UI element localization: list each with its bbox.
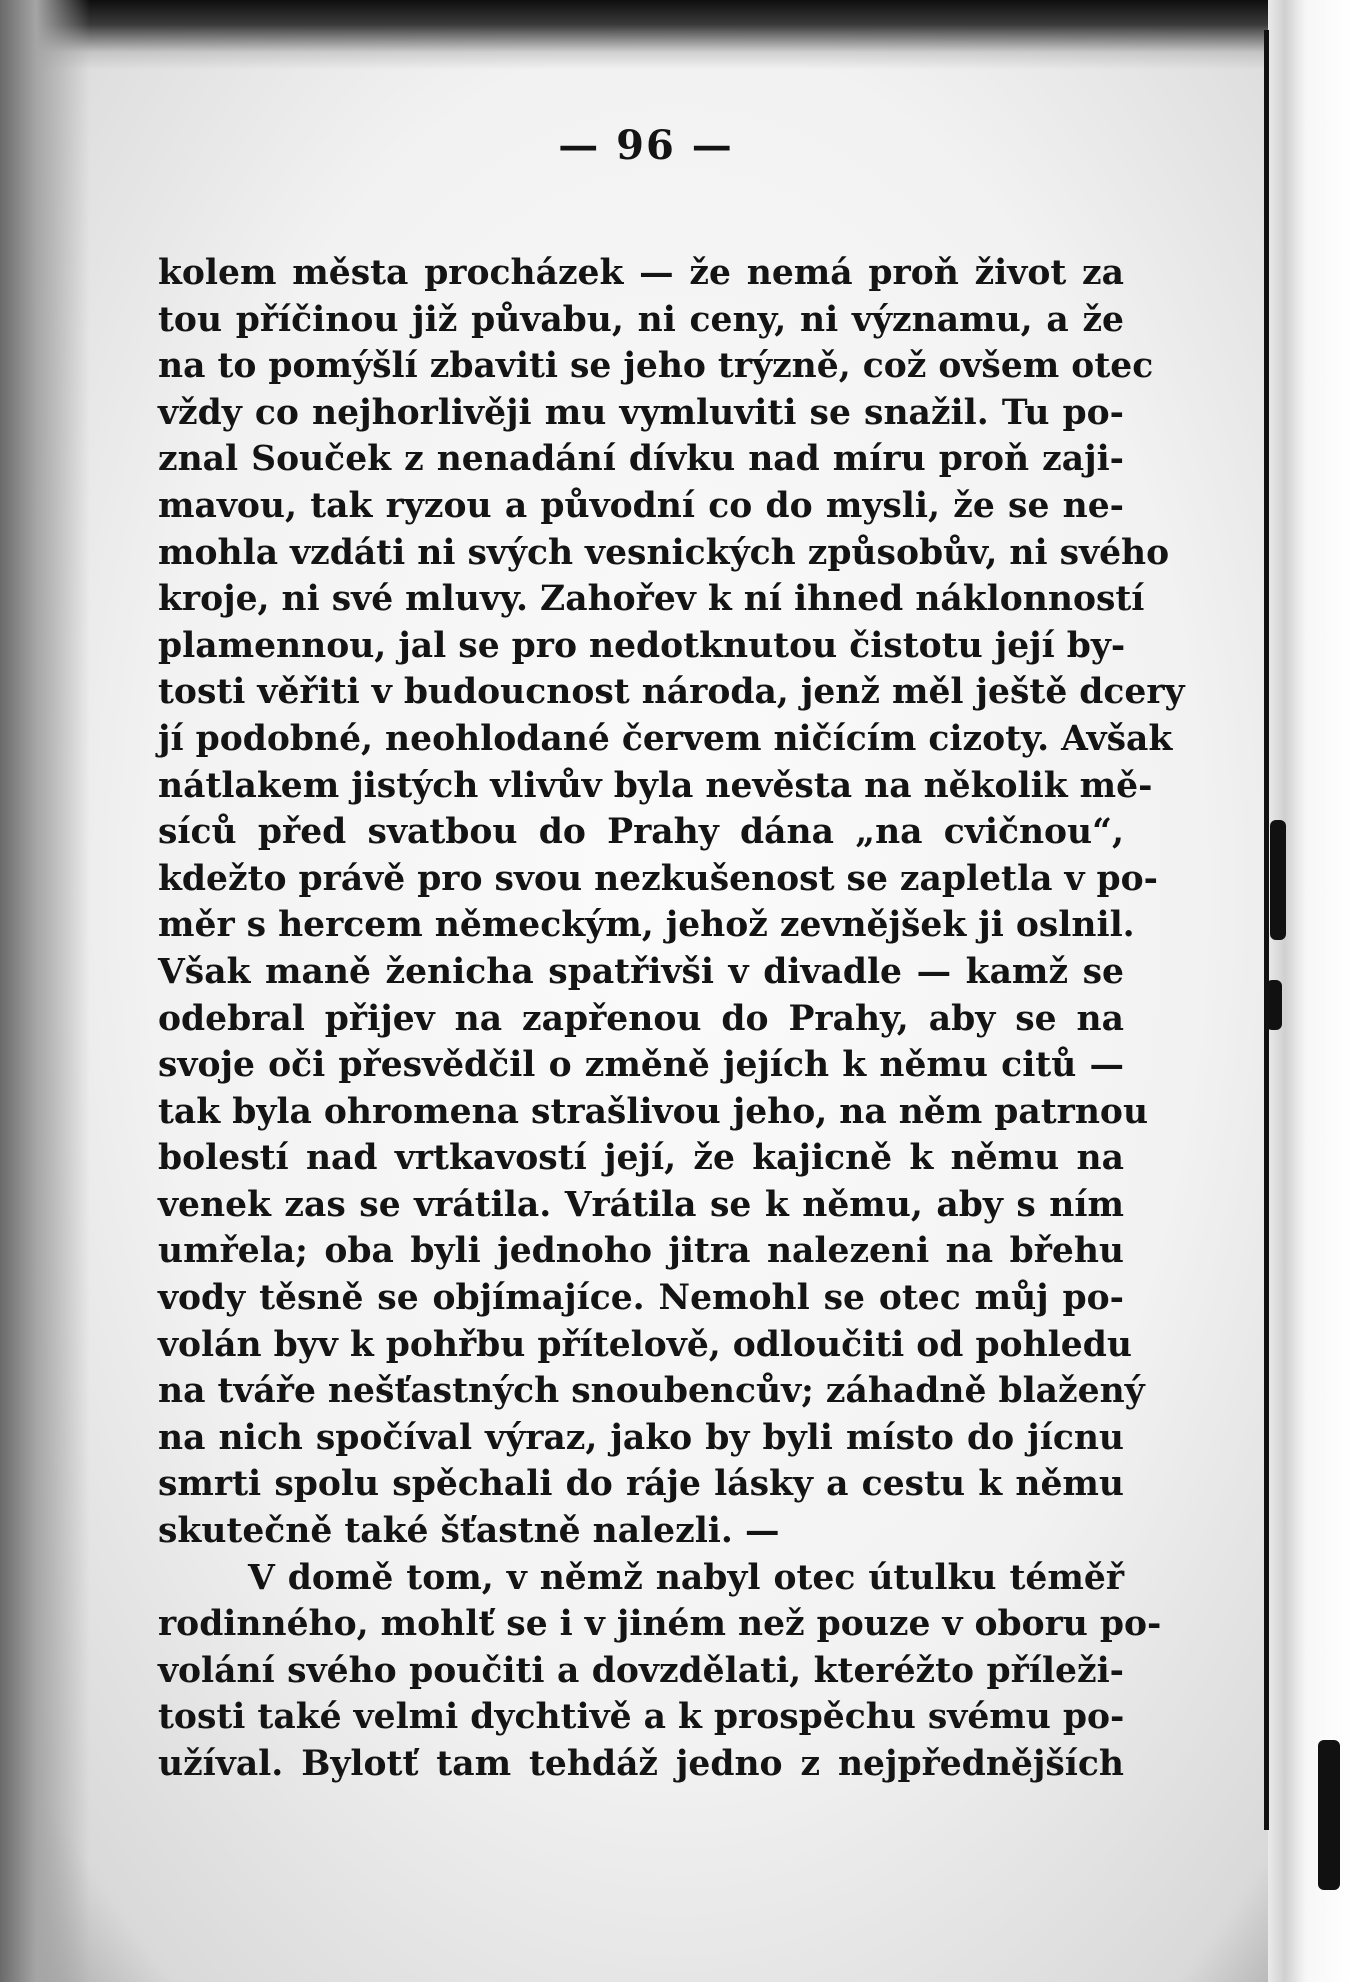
text-line: nátlakem jistých vlivův byla nevěsta na několik mě- xyxy=(158,765,1153,806)
binding-line xyxy=(1264,30,1269,1830)
binding-mark xyxy=(1266,980,1282,1030)
binding-mark xyxy=(1270,820,1286,940)
text-line: mohla vzdáti ni svých vesnických způsobův, ni svého xyxy=(158,532,1170,573)
body-text xyxy=(158,250,1185,1788)
text-line: venek zas se vrátila. Vrátila se k němu, aby s ním xyxy=(158,1184,1124,1225)
text-line: mavou, tak ryzou a původní co do mysli, že se ne- xyxy=(158,485,1124,526)
text-line: tak byla ohromena strašlivou jeho, na něm patrnou xyxy=(158,1091,1149,1132)
text-line: odebral přijev na zapřenou do Prahy, aby se na xyxy=(158,998,1124,1039)
text-line: kdežto právě pro svou nezkušenost se zapletla v po- xyxy=(158,858,1158,899)
text-line: síců před svatbou do Prahy dána „na cvičnou“, xyxy=(158,812,1124,853)
text-line: Však maně ženicha spatřivši v divadle — kamž se xyxy=(158,951,1124,992)
text-line: bolestí nad vrtkavostí její, že kajicně k němu na xyxy=(158,1138,1124,1179)
text-line: volání svého poučiti a dovzdělati, kteréžto příleži- xyxy=(158,1650,1124,1691)
text-line: na to pomýšlí zbaviti se jeho trýzně, což ovšem otec xyxy=(158,346,1154,387)
text-line: měr s hercem německým, jehož zevnějšek ji oslnil. xyxy=(158,905,1135,946)
binding-mark xyxy=(1318,1740,1340,1890)
text-line: V domě tom, v němž nabyl otec útulku téměř xyxy=(248,1557,1124,1598)
page-content xyxy=(158,120,1185,1788)
text-line: svoje oči přesvědčil o změně jejích k němu citů — xyxy=(158,1045,1124,1086)
text-line: kolem města procházek — že nemá proň život za xyxy=(158,253,1124,293)
text-line: užíval. Bylotť tam tehdáž jedno z nejpřednějších xyxy=(158,1744,1124,1784)
text-line: tosti také velmi dychtivě a k prospěchu svému po- xyxy=(158,1697,1125,1738)
text-line: tosti věřiti v budoucnost národa, jenž měl ještě dcery xyxy=(158,672,1185,713)
text-line: plamennou, jal se pro nedotknutou čistotu její by- xyxy=(158,625,1126,666)
text-line: volán byv k pohřbu přítelově, odloučiti od pohledu xyxy=(158,1324,1132,1365)
page-number: — 96 — xyxy=(558,122,734,169)
text-line: umřela; oba byli jednoho jitra nalezeni na břehu xyxy=(158,1231,1124,1272)
text-line: rodinného, mohlť se i v jiném než pouze v oboru po- xyxy=(158,1604,1162,1645)
scan-top-shadow xyxy=(0,0,1352,70)
text-line: tou příčinou již půvabu, ni ceny, ni významu, a že xyxy=(158,299,1124,340)
text-line: skutečně také šťastně nalezli. — xyxy=(158,1511,780,1552)
text-line: na nich spočíval výraz, jako by byli místo do jícnu xyxy=(158,1417,1124,1458)
text-line: jí podobné, neohlodané červem ničícím cizoty. Avšak xyxy=(158,718,1173,759)
text-line: vody těsně se objímajíce. Nemohl se otec můj po- xyxy=(158,1278,1124,1319)
text-line: vždy co nejhorlivěji mu vymluviti se snažil. Tu po- xyxy=(158,392,1124,433)
text-line: smrti spolu spěchali do ráje lásky a cestu k němu xyxy=(158,1464,1124,1505)
text-line: na tváře nešťastných snoubencův; záhadně blažený xyxy=(158,1371,1145,1412)
scan-left-shadow xyxy=(0,0,90,1982)
text-line: znal Souček z nenadání dívku nad míru proň zaji- xyxy=(158,439,1124,480)
text-line: kroje, ni své mluvy. Zahořev k ní ihned náklonností xyxy=(158,579,1145,620)
